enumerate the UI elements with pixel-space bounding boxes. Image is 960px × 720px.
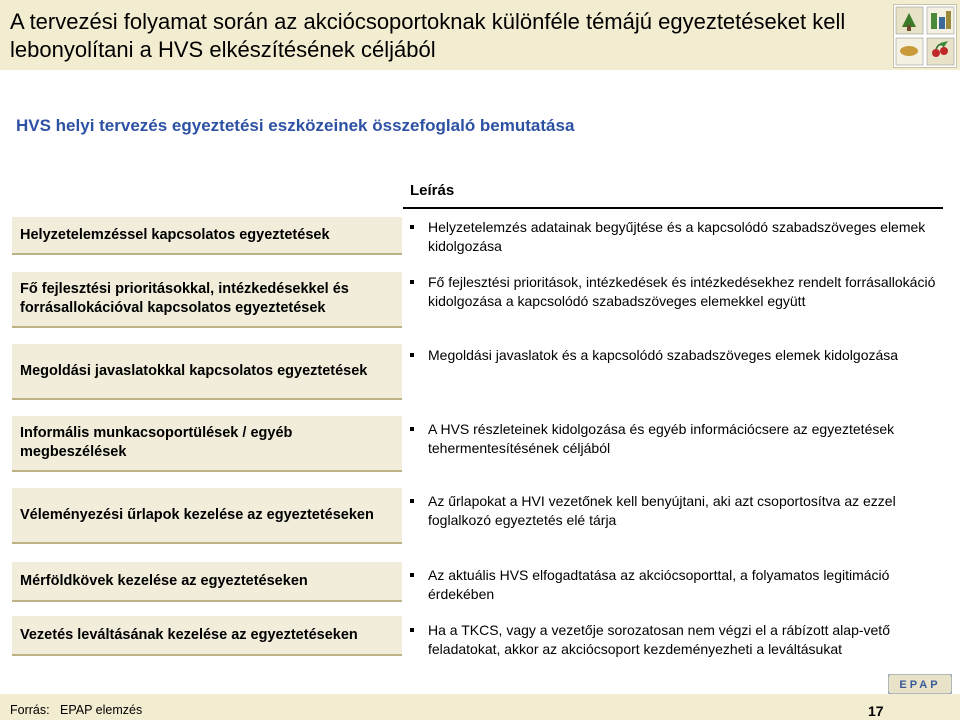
tool-label-box: [12, 272, 402, 328]
tool-description: [410, 420, 950, 458]
tool-label: Informális munkacsoportülések / egyéb megbeszélések: [20, 425, 293, 460]
bullet-icon: [410, 492, 428, 530]
page-number: 17: [868, 703, 884, 719]
source-label: Forrás:: [10, 703, 50, 717]
tool-description: [410, 273, 950, 311]
epap-logo-text: EPAP: [899, 679, 941, 691]
tool-label-box: [12, 217, 402, 255]
bullet-icon: [410, 346, 428, 365]
bullet-icon: [410, 420, 428, 458]
tool-description: [410, 621, 950, 659]
tool-description-text: Megoldási javaslatok és a kapcsolódó szabadszöveges elemek kidolgozása: [428, 347, 899, 363]
bullet-icon: [410, 566, 428, 604]
epap-logo-icon: [888, 674, 952, 694]
tool-label: Fő fejlesztési prioritásokkal, intézkedésekkel és forrásallokációval kapcsolatos egyeztetések: [20, 281, 349, 316]
page-title: A tervezési folyamat során az akciócsoportoknak különféle témájú egyeztetéseket kell lebonyolítani a HVS elkészítésének céljából: [10, 9, 846, 62]
tool-label-box: [12, 616, 402, 656]
bullet-icon: [410, 273, 428, 311]
tool-description-text: A HVS részleteinek kidolgozása és egyéb információcsere az egyeztetések tehermentesítésének céljából: [428, 421, 895, 456]
tool-label-box: [12, 562, 402, 602]
description-column-header: Leírás: [410, 182, 455, 199]
tool-description: [410, 346, 950, 365]
source-value: EPAP elemzés: [60, 703, 143, 717]
tool-label-box: [12, 488, 402, 544]
tool-description-text: Helyzetelemzés adatainak begyűjtése és a kapcsolódó szabadszöveges elemek kidolgozása: [428, 219, 926, 254]
source-note: [10, 703, 142, 717]
bullet-icon: [410, 621, 428, 659]
tool-label: Vezetés leváltásának kezelése az egyeztetéseken: [20, 626, 358, 643]
footer-bar: [0, 694, 960, 720]
header-divider: [403, 207, 943, 209]
bullet-icon: [410, 218, 428, 256]
tool-description-text: Fő fejlesztési prioritások, intézkedések és intézkedésekhez rendelt forrásallokáció kidolgozása a kapcsolódó szabadszöveges elemekkel együtt: [428, 274, 936, 309]
tool-label-box: [12, 344, 402, 400]
tool-description-text: Ha a TKCS, vagy a vezetője sorozatosan nem végzi el a rábízott alap-vető feladatokat, akkor az akciócsoport kezdeményezheti a leváltásukat: [428, 622, 890, 657]
logo-icon: [893, 4, 957, 68]
tool-label: Véleményezési űrlapok kezelése az egyeztetéseken: [20, 506, 374, 523]
tool-label: Megoldási javaslatokkal kapcsolatos egyeztetések: [20, 362, 368, 379]
tool-description-text: Az aktuális HVS elfogadtatása az akciócsoporttal, a folyamatos legitimáció érdekében: [428, 567, 890, 602]
tool-description-text: Az űrlapokat a HVI vezetőnek kell benyújtani, aki azt csoportosítva az ezzel foglalkozó egyeztetés elé tárja: [428, 493, 896, 528]
tool-label-box: [12, 416, 402, 472]
tool-description: [410, 566, 950, 604]
tool-label: Helyzetelemzéssel kapcsolatos egyeztetések: [20, 226, 330, 243]
tool-label: Mérföldkövek kezelése az egyeztetéseken: [20, 572, 308, 589]
section-subtitle: HVS helyi tervezés egyeztetési eszközeinek összefoglaló bemutatása: [16, 116, 575, 135]
tool-description: [410, 218, 950, 256]
tool-description: [410, 492, 950, 530]
